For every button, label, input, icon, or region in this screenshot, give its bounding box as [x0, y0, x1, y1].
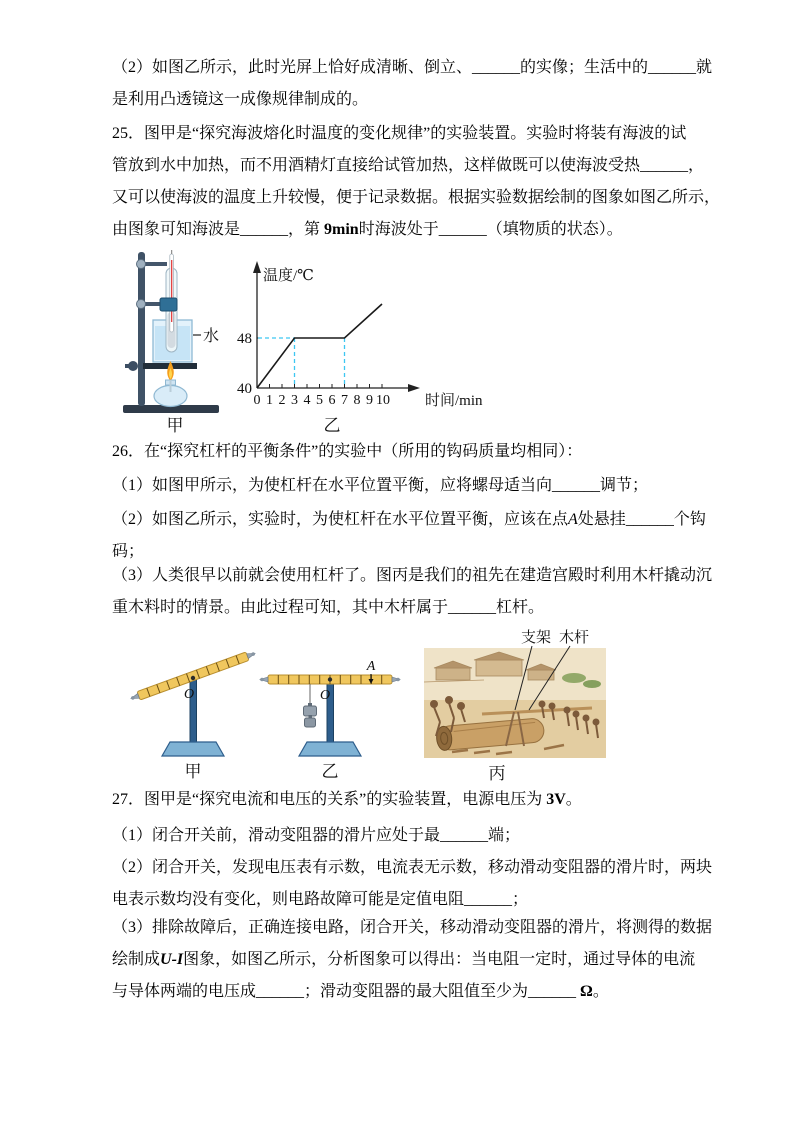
q27-stem — [112, 784, 694, 816]
figure-q25 — [115, 246, 595, 436]
svg-text:1: 1 — [266, 393, 273, 408]
q26-stem — [112, 436, 694, 468]
text-segment: ______ — [256, 983, 305, 1000]
pivot-pin — [191, 676, 195, 680]
text-segment: 调节； — [600, 477, 649, 494]
text-segment: 图象，如图乙所示，分析图象可以得出：当电阻一定时，通过导体的电流 — [183, 951, 696, 968]
text-segment: ； — [512, 891, 529, 908]
thermometer — [170, 250, 174, 332]
text-segment: ______ — [438, 221, 487, 238]
point-a-label: A — [366, 659, 376, 674]
text-segment: 杠杆。 — [496, 599, 545, 616]
text-segment: ______ — [440, 827, 489, 844]
text-segment: 电表示数均没有变化，则电路故障可能是定值电阻 — [112, 891, 465, 908]
stand-base — [162, 742, 224, 756]
text-segment: ______ — [464, 891, 513, 908]
svg-text:8: 8 — [353, 393, 361, 408]
y-tick-48: 48 — [237, 331, 252, 347]
text-segment: ______ — [240, 221, 289, 238]
water-label: 水 — [203, 328, 220, 345]
svg-text:2: 2 — [278, 393, 286, 408]
text-segment: 26．在“探究杠杆的平衡条件”的实验中（所用的钩码质量均相同）： — [112, 443, 583, 460]
pivot-o-label-yi: O — [320, 688, 331, 703]
q27-item3-l2 — [112, 944, 694, 976]
trees — [562, 673, 586, 683]
text-segment: ______ — [625, 511, 674, 528]
text-segment: 个钩 — [673, 511, 706, 528]
text-segment: 。 — [565, 791, 582, 808]
text-segment: ______ — [648, 59, 697, 76]
q26-item3-l2 — [112, 592, 694, 624]
text-segment: 是利用凸透镜这一成像规律制成的。 — [112, 91, 369, 108]
lever-jia-label: 甲 — [184, 762, 202, 781]
text-segment: 9min — [324, 221, 359, 238]
photo-bing-label: 丙 — [488, 764, 506, 783]
q27-item1 — [112, 820, 694, 852]
y-tick-40: 40 — [237, 381, 252, 397]
text-segment: U-I — [160, 951, 184, 968]
text-segment: （2）闭合开关，发现电压表有示数，电流表无示数，移动滑动变阻器的滑片时，两块 — [112, 859, 713, 876]
text-segment: （3）人类很早以前就会使用杠杆了。图丙是我们的祖先在建造宫殿时利用木杆撬动沉 — [112, 567, 713, 584]
text-segment: 管放到水中加热，而不用酒精灯直接给试管加热，这样做既可以使海波受热 — [112, 157, 641, 174]
photo-bing — [424, 628, 606, 783]
q26-item3-l1 — [112, 560, 713, 592]
q25-stem-line1 — [112, 118, 694, 150]
pivot-o-label-jia: O — [184, 687, 195, 702]
hanging-weights — [304, 684, 317, 727]
pivot-pin — [328, 677, 332, 681]
q26-item1 — [112, 470, 694, 502]
y-axis-title: 温度/℃ — [263, 268, 314, 284]
temperature-curve — [257, 304, 382, 388]
text-segment: （3）排除故障后，正确连接电路，闭合开关，移动滑动变阻器的滑片，将测得的数据 — [112, 919, 713, 936]
lever-yi-label: 乙 — [321, 762, 339, 781]
svg-text:7: 7 — [341, 393, 348, 408]
q27-item3-l3 — [112, 976, 694, 1008]
figure-jia-label: 甲 — [166, 416, 184, 435]
text-segment: 25．图甲是“探究海波熔化时温度的变化规律”的实验装置。实验时将装有海波的试 — [112, 125, 687, 142]
text-segment: 27．图甲是“探究电流和电压的关系”的实验装置，电源电压为 — [112, 791, 547, 808]
svg-text:6: 6 — [328, 393, 336, 408]
text-segment: 重木料时的情景。由此过程可知，其中木杆属于 — [112, 599, 449, 616]
melting-graph — [237, 261, 483, 435]
q25-stem-line2 — [112, 150, 705, 182]
text-segment: 的实像；生活中的 — [520, 59, 649, 76]
text-segment: （填物质的状态）。 — [486, 221, 623, 238]
svg-text:9: 9 — [366, 393, 373, 408]
text-segment: 绘制成 — [112, 951, 161, 968]
text-segment: 时海波处于 — [358, 221, 439, 238]
q27-item2-l1 — [112, 852, 713, 884]
text-segment: 又可以使海波的温度上升较慢，便于记录数据。根据实验数据绘制的图象如图乙所示， — [112, 189, 721, 206]
text-segment: ______ — [448, 599, 497, 616]
text-segment: 3V — [546, 791, 566, 808]
q24-part2-line2 — [112, 84, 694, 116]
q26-item2-l1 — [112, 504, 706, 536]
label-mugan: 木杆 — [558, 630, 590, 646]
svg-text:10: 10 — [376, 393, 390, 408]
text-segment: ______ — [528, 983, 577, 1000]
q27-item3-l1 — [112, 912, 713, 944]
stand-base — [299, 742, 361, 756]
text-segment: Ω — [580, 983, 593, 1000]
text-segment: 码； — [112, 543, 145, 560]
text-segment: （1）闭合开关前，滑动变阻器的滑片应处于最 — [112, 827, 441, 844]
text-segment: A — [568, 511, 578, 528]
lever-yi — [260, 659, 400, 781]
text-segment: ， — [688, 157, 705, 174]
svg-text:5: 5 — [316, 393, 323, 408]
figure-yi-label: 乙 — [323, 416, 341, 435]
text-segment: 处悬挂 — [577, 511, 626, 528]
text-segment: 与导体两端的电压成 — [112, 983, 257, 1000]
svg-text:4: 4 — [303, 393, 311, 408]
text-segment: ______ — [472, 59, 521, 76]
label-zhijia: 支架 — [520, 630, 552, 646]
figure-q26 — [112, 624, 682, 784]
text-segment: ，第 — [288, 221, 325, 238]
text-segment: 就 — [696, 59, 713, 76]
text-segment: ______ — [552, 477, 601, 494]
text-segment: （1）如图甲所示，为使杠杆在水平位置平衡，应将螺母适当向 — [112, 477, 553, 494]
svg-text:0: 0 — [253, 393, 261, 408]
lever-jia — [129, 649, 256, 781]
text-segment: ______ — [640, 157, 689, 174]
x-tick-labels — [254, 393, 391, 408]
text-segment: 端； — [488, 827, 521, 844]
text-segment: ；滑动变阻器的最大阻值至少为 — [304, 983, 529, 1000]
text-segment: 由图象可知海波是 — [112, 221, 241, 238]
text-segment: （2）如图乙所示，此时光屏上恰好成清晰、倒立、 — [112, 59, 473, 76]
tube-clamp — [160, 298, 177, 311]
x-axis-title: 时间/min — [425, 393, 483, 409]
text-segment: （2）如图乙所示，实验时，为使杠杆在水平位置平衡，应该在点 — [112, 511, 569, 528]
svg-text:3: 3 — [291, 393, 298, 408]
text-segment: 。 — [592, 983, 609, 1000]
q25-stem-line3 — [112, 182, 721, 214]
dashed-guides — [258, 338, 345, 387]
q25-stem-line4 — [112, 214, 694, 246]
q24-part2-line1 — [112, 52, 713, 84]
